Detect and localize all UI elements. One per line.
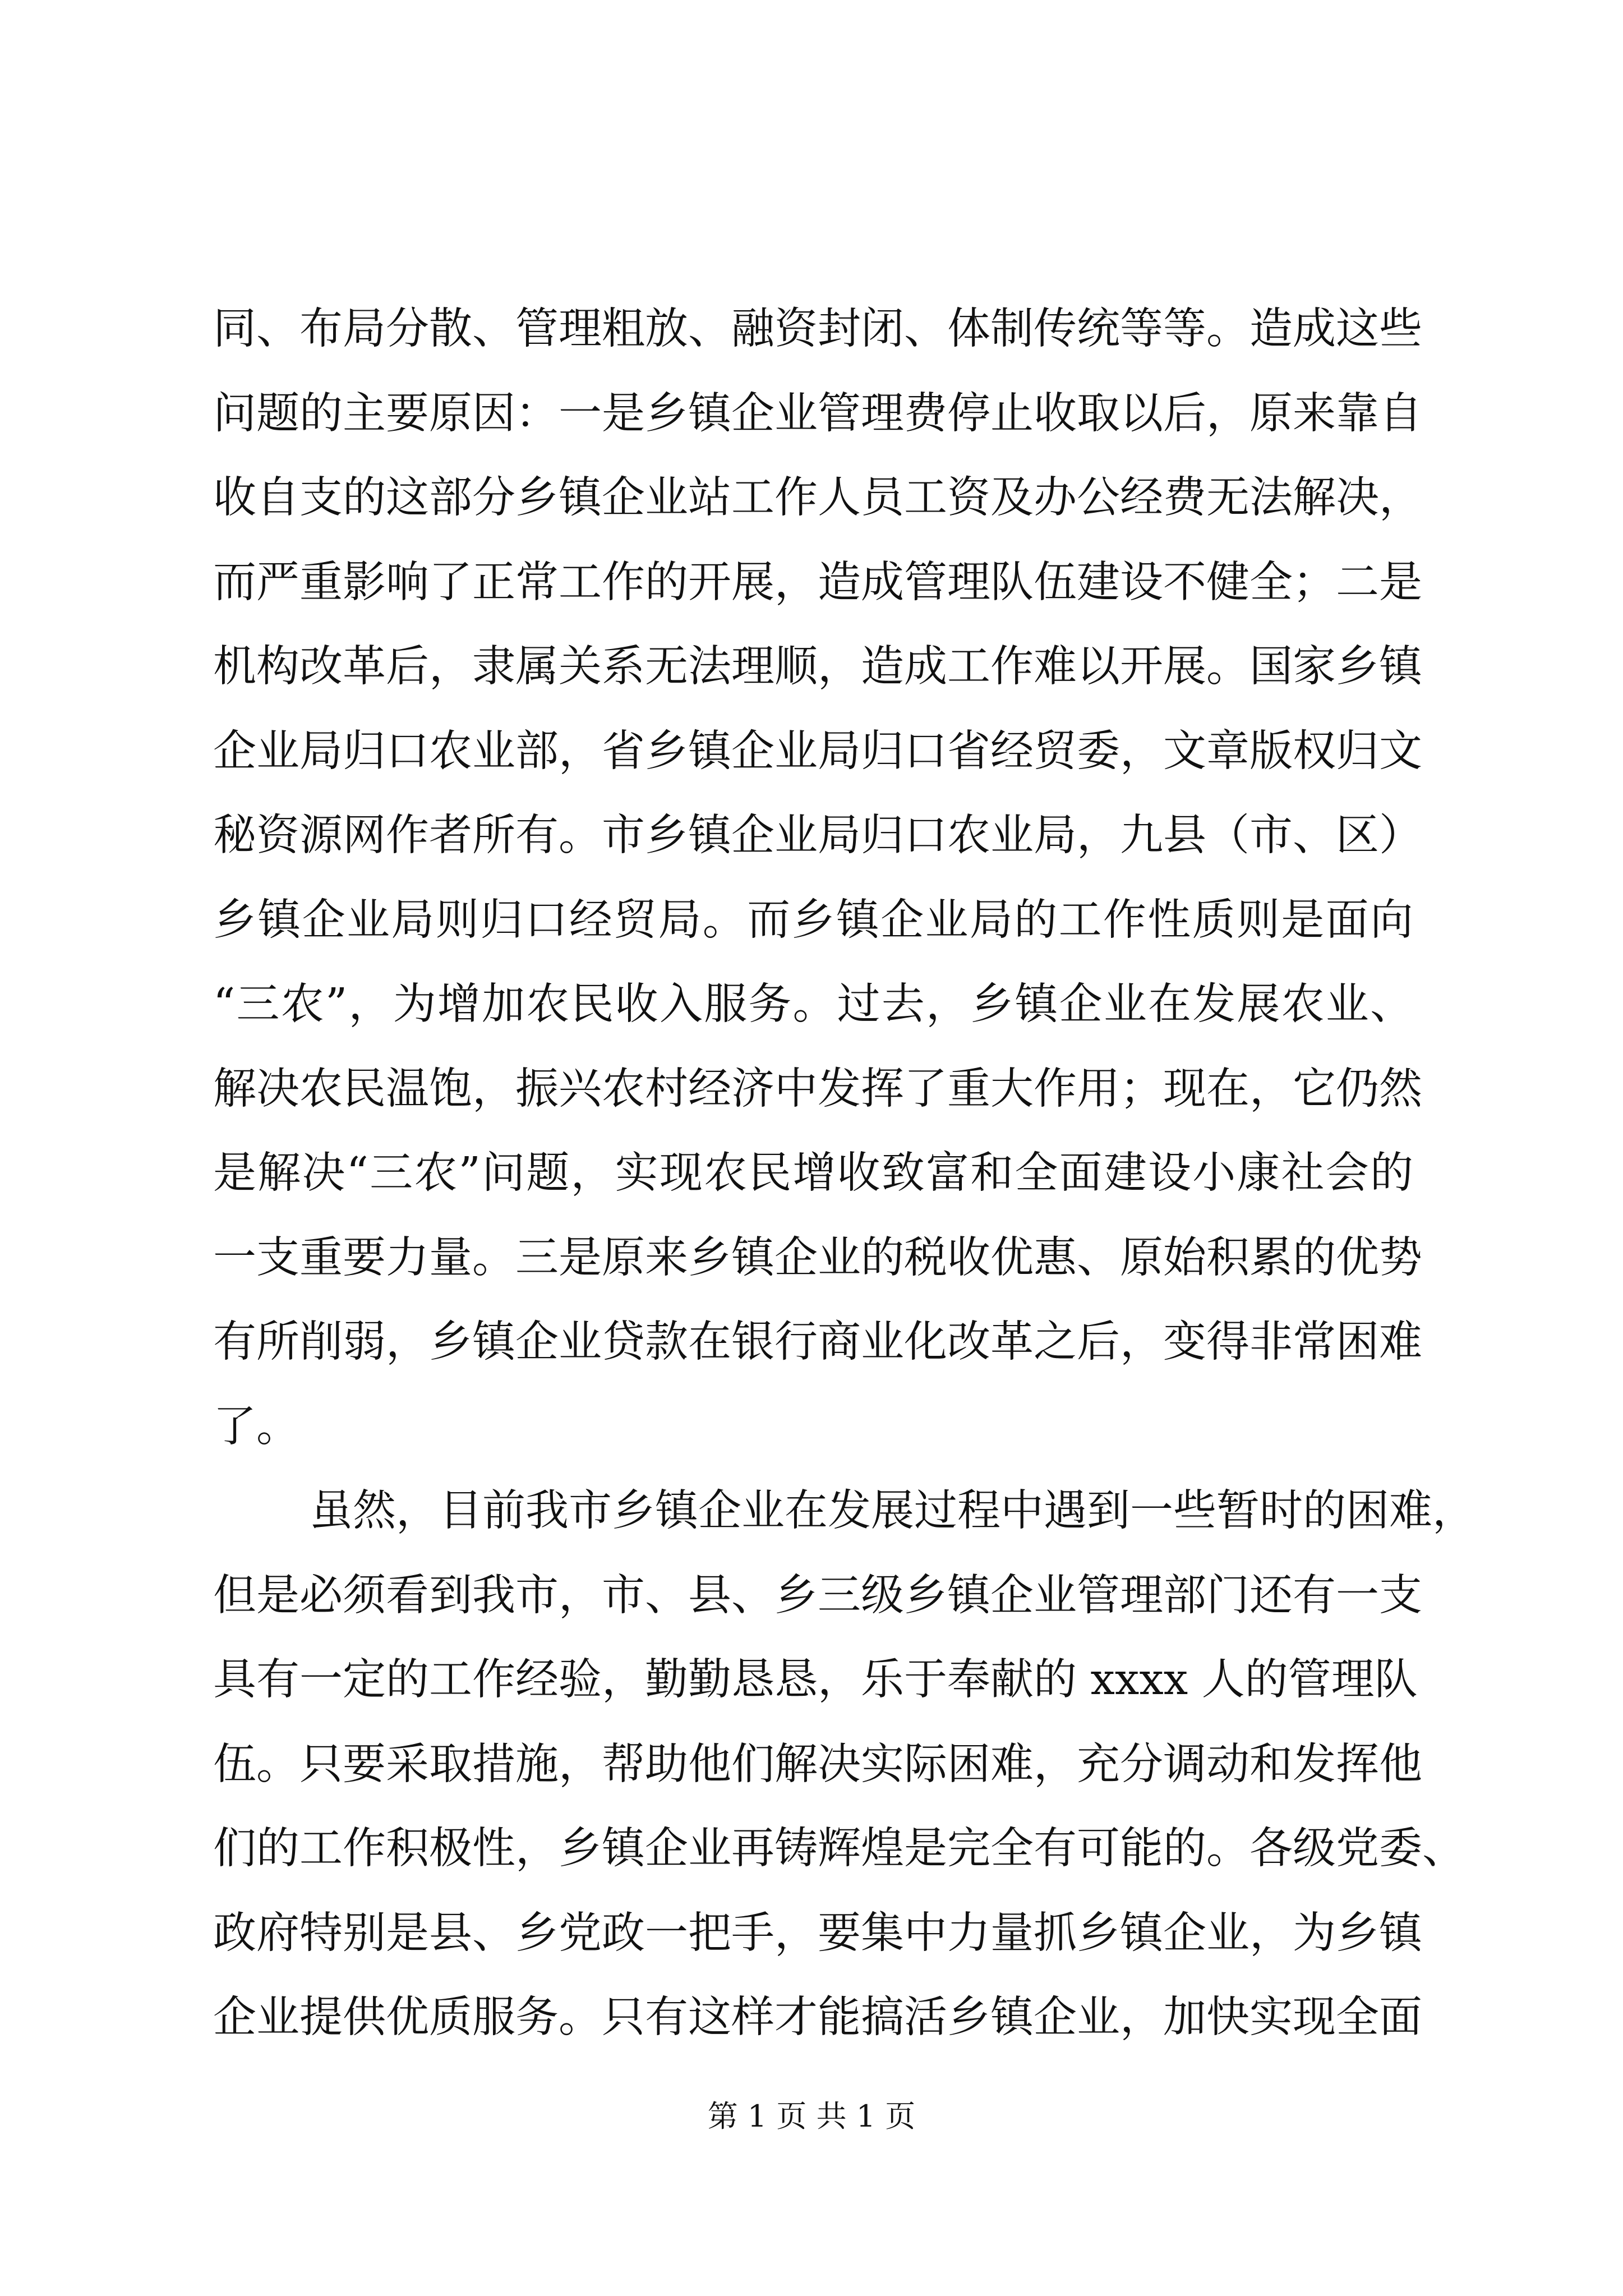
paragraph-2 xyxy=(213,1482,1476,2073)
text-line: 有所削弱，乡镇企业贷款在银行商业化改革之后，变得非常困难 xyxy=(213,1317,1422,1367)
text-line: “三农”，为增加农民收入服务。过去，乡镇企业在发展农业、 xyxy=(213,979,1413,1029)
text-line: 了。 xyxy=(213,1401,299,1452)
document-body xyxy=(213,300,1476,2073)
text-line: 伍。只要采取措施，帮助他们解决实际困难，充分调动和发挥他 xyxy=(213,1739,1422,1789)
text-line: 一支重要力量。三是原来乡镇企业的税收优惠、原始积累的优势 xyxy=(213,1232,1422,1283)
text-line: 乡镇企业局则归口经贸局。而乡镇企业局的工作性质则是面向 xyxy=(213,895,1413,945)
text-line: 秘资源网作者所有。市乡镇企业局归口农业局，九县（市、区） xyxy=(213,811,1422,861)
text-line: 具有一定的工作经验，勤勤恳恳，乐于奉献的 xxxx 人的管理队 xyxy=(213,1655,1418,1705)
page-footer xyxy=(0,2097,1623,2136)
text-line: 虽然，目前我市乡镇企业在发展过程中遇到一些暂时的困难， xyxy=(310,1486,1476,1536)
text-line: 但是必须看到我市，市、县、乡三级乡镇企业管理部门还有一支 xyxy=(213,1570,1422,1621)
text-line: 机构改革后，隶属关系无法理顺，造成工作难以开展。国家乡镇 xyxy=(213,642,1422,692)
text-line: 同、布局分散、管理粗放、融资封闭、体制传统等等。造成这些 xyxy=(213,304,1422,354)
page-number-label: 第 1 页 共 1 页 xyxy=(707,2099,916,2134)
text-line: 企业提供优质服务。只有这样才能搞活乡镇企业，加快实现全面 xyxy=(213,1993,1422,2042)
text-line: 收自支的这部分乡镇企业站工作人员工资及办公经费无法解决， xyxy=(213,473,1422,523)
text-line: 企业局归口农业部，省乡镇企业局归口省经贸委，文章版权归文 xyxy=(213,726,1422,776)
text-line: 政府特别是县、乡党政一把手，要集中力量抓乡镇企业，为乡镇 xyxy=(213,1908,1422,1958)
text-line: 而严重影响了正常工作的开展，造成管理队伍建设不健全；二是 xyxy=(213,557,1422,608)
text-line: 们的工作积极性，乡镇企业再铸辉煌是完全有可能的。各级党委、 xyxy=(213,1824,1465,1874)
text-line: 是解决“三农”问题，实现农民增收致富和全面建设小康社会的 xyxy=(213,1148,1413,1198)
paragraph-1 xyxy=(213,300,1422,1482)
text-line: 解决农民温饱，振兴农村经济中发挥了重大作用；现在，它仍然 xyxy=(213,1064,1422,1114)
text-line: 问题的主要原因：一是乡镇企业管理费停止收取以后，原来靠自 xyxy=(213,388,1422,439)
